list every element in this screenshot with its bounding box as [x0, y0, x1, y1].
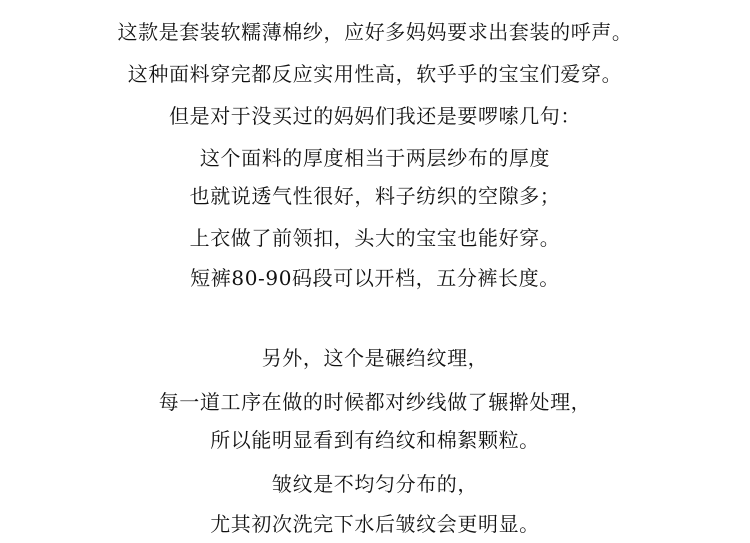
text-line: 这个面料的厚度相当于两层纱布的厚度	[199, 146, 551, 170]
text-line: 所以能明显看到有绉纹和棉絮颗粒。	[210, 428, 540, 452]
text-line: 皱纹是不均匀分布的，	[272, 472, 478, 496]
text-line: 但是对于没买过的妈妈们我还是要啰嗦几句：	[169, 104, 581, 128]
text-line: 另外，这个是碾绉纹理，	[261, 346, 489, 370]
text-line: 尤其初次洗完下水后皱纹会更明显。	[210, 512, 540, 536]
text-line: 每一道工序在做的时候都对纱线做了辗擀处理，	[158, 390, 592, 414]
text-line: 上衣做了前领扣，头大的宝宝也能好穿。	[189, 226, 561, 250]
text-line: 这款是套装软糯薄棉纱，应好多妈妈要求出套装的呼声。	[117, 20, 633, 44]
text-line: 短裤80-90码段可以开档，五分裤长度。	[190, 266, 560, 290]
text-line: 也就说透气性很好，料子纺织的空隙多；	[189, 184, 561, 208]
text-line: 这种面料穿完都反应实用性高，软乎乎的宝宝们爱穿。	[127, 62, 623, 86]
